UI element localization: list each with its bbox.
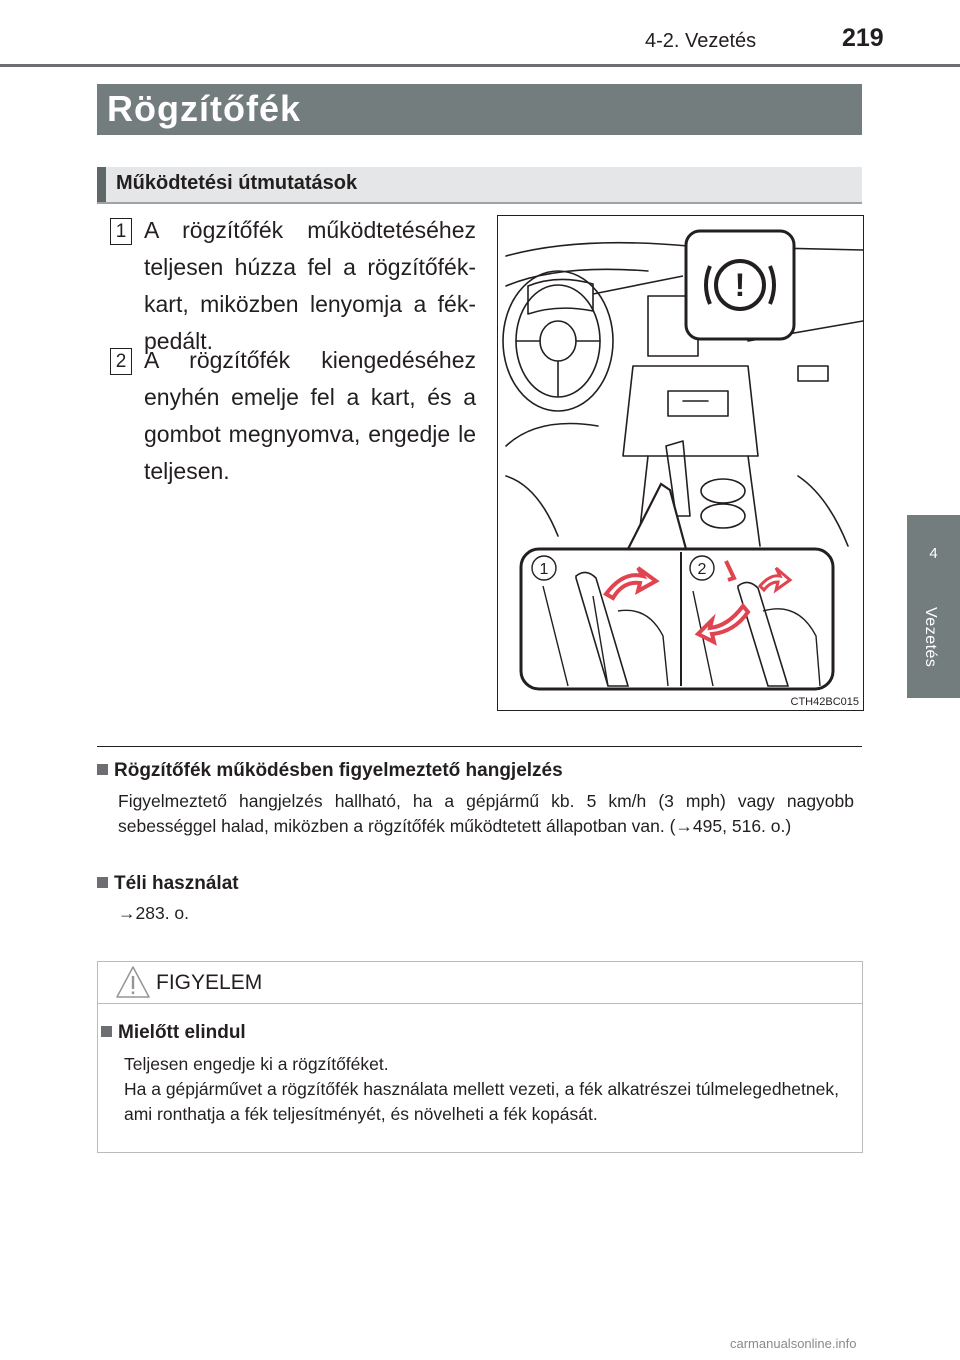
inset-2-label: 2 xyxy=(697,561,707,578)
warning-triangle-icon xyxy=(115,965,151,999)
chapter-label: Vezetés xyxy=(922,607,939,668)
section-divider xyxy=(97,746,862,747)
chapter-side-tab xyxy=(907,515,960,698)
step-2-number: 2 xyxy=(110,348,132,375)
caution-line-1: Teljesen engedje ki a rögzítőféket. xyxy=(124,1054,389,1074)
caution-subheading-text: Mielőtt elindul xyxy=(118,1022,246,1043)
step-2 xyxy=(110,342,476,490)
bullet-square-icon xyxy=(97,764,108,775)
caution-box xyxy=(97,961,863,1153)
subsection-accent xyxy=(97,167,106,202)
chapter-number: 4 xyxy=(929,545,938,562)
dashboard-drawing xyxy=(498,216,863,710)
bullet-square-icon xyxy=(101,1026,112,1037)
subsection-bar xyxy=(97,167,862,204)
illustration-code: CTH42BC015 xyxy=(790,696,859,708)
page-title: Rögzítőfék xyxy=(107,88,301,129)
step-1-number: 1 xyxy=(110,218,132,245)
note-2-heading xyxy=(97,873,239,895)
caution-body xyxy=(124,1052,858,1127)
caution-subheading xyxy=(101,1022,246,1044)
caution-title: FIGYELEM xyxy=(156,971,263,994)
note-1-heading xyxy=(97,760,563,782)
header-section-title: 4-2. Vezetés xyxy=(645,30,757,52)
subsection-title: Működtetési útmutatások xyxy=(116,172,358,194)
inset-1-label: 1 xyxy=(539,561,549,578)
title-bar xyxy=(97,84,862,135)
header-rule xyxy=(0,64,960,67)
note-2-body: →283. o. xyxy=(118,903,190,923)
page-number: 219 xyxy=(842,24,884,52)
watermark: carmanualsonline.info xyxy=(730,1336,857,1351)
caution-line-2: Ha a gépjárművet a rögzítőfék használata mellett vezeti, a fék alkatrészei túlmelegedhetnek, ami ronthatja a fék teljesítményét, és növelheti a fék kopását. xyxy=(124,1079,839,1124)
parking-brake-illustration xyxy=(497,215,864,711)
step-1-text: A rögzítőfék működtetéséhez teljesen húzza fel a rögzítőfék-kart, miközben lenyomja a fék-pedált. xyxy=(144,217,476,354)
caution-header xyxy=(98,962,862,1004)
step-2-text: A rögzítőfék kiengedéséhez enyhén emelje fel a kart, és a gombot megnyomva, engedje le teljesen. xyxy=(144,347,476,484)
step-1 xyxy=(110,212,476,360)
note-1-body: Figyelmeztető hangjelzés hallható, ha a gépjármű kb. 5 km/h (3 mph) vagy nagyobb sebességgel halad, miközben a rögzítőfék működtetett állapotban van. (→495, 516. o.) xyxy=(118,791,854,836)
svg-text:!: ! xyxy=(734,267,746,303)
bullet-square-icon xyxy=(97,877,108,888)
note-2-heading-text: Téli használat xyxy=(114,873,239,894)
note-1-heading-text: Rögzítőfék működésben figyelmeztető hangjelzés xyxy=(114,760,563,781)
